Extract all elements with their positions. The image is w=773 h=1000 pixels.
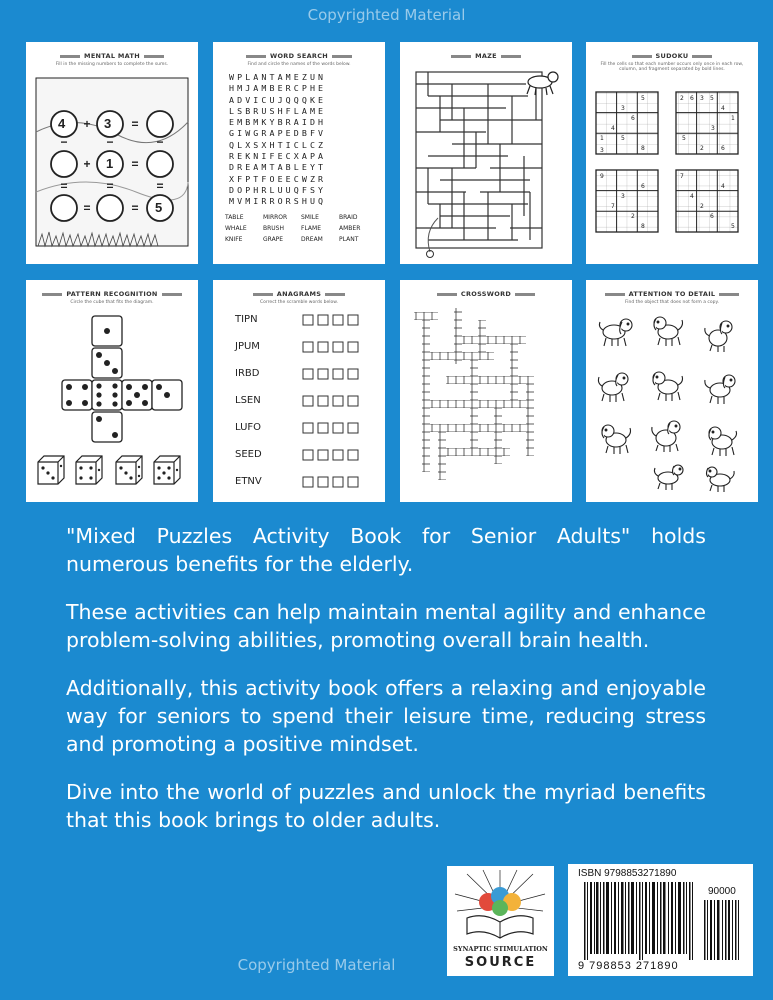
svg-text:=: = (131, 117, 139, 131)
anagram-word: LSEN (235, 395, 261, 406)
word-search-word: KNIFE (225, 236, 243, 243)
sudoku-card (586, 42, 758, 264)
svg-text:5: 5 (710, 95, 714, 102)
word-search-word: GRAPE (263, 236, 284, 243)
svg-text:7: 7 (680, 173, 684, 180)
description-paragraph: Dive into the world of puzzles and unlock the myriad benefits that this book brings to older adults. (66, 780, 706, 832)
svg-text:4: 4 (611, 125, 615, 132)
svg-text:9: 9 (600, 173, 604, 180)
mental-math-number-3: 1 (106, 156, 114, 171)
barcode-digits: 9 798853 271890 (578, 960, 679, 972)
description-paragraph: These activities can help maintain mental agility and enhance problem-solving abilities, promoting overall brain health. (66, 600, 706, 652)
svg-text:5: 5 (682, 135, 686, 142)
attention-to-detail-instruction: Find the object that does not form a copy. (625, 300, 719, 305)
word-search-word-list (225, 214, 375, 243)
watermark-bottom: Copyrighted Material (237, 956, 396, 974)
word-search-word: WHALE (225, 225, 247, 232)
svg-text:−: − (106, 135, 114, 149)
word-search-card (213, 42, 385, 264)
mental-math-title: MENTAL MATH (26, 52, 198, 60)
svg-text:2: 2 (631, 213, 635, 220)
word-search-row: GIWGRAPEDBFV (229, 128, 327, 139)
svg-text:3: 3 (711, 125, 715, 132)
svg-text:=: = (106, 179, 114, 193)
anagram-answer-boxes (213, 280, 385, 502)
mental-math-card (26, 42, 198, 264)
word-search-word: SMILE (301, 214, 319, 221)
svg-text:6: 6 (710, 213, 714, 220)
crossword-grid (400, 280, 572, 502)
svg-text:=: = (156, 179, 164, 193)
svg-text:5: 5 (731, 223, 735, 230)
word-search-word: BRUSH (263, 225, 284, 232)
svg-text:−: − (60, 135, 68, 149)
anagrams-card (213, 280, 385, 502)
logo-line-2: SOURCE (464, 955, 537, 970)
description-paragraph: "Mixed Puzzles Activity Book for Senior Adults" holds numerous benefits for the elderly. (66, 524, 706, 576)
dog-illustrations (586, 280, 758, 502)
svg-text:3: 3 (600, 147, 604, 154)
anagram-word: LUFO (235, 422, 262, 433)
word-search-word: PLANT (339, 236, 359, 243)
maze-title: MAZE (400, 52, 572, 60)
attention-to-detail-card (586, 280, 758, 502)
word-search-row: REKNIFECXAPA (229, 151, 327, 162)
word-search-word: BRAID (339, 214, 358, 221)
svg-text:1: 1 (600, 135, 604, 142)
svg-text:6: 6 (641, 183, 645, 190)
word-search-grid (229, 72, 326, 208)
book-description (66, 522, 706, 854)
anagram-word: ETNV (235, 476, 262, 487)
svg-text:4: 4 (721, 105, 725, 112)
svg-text:6: 6 (631, 115, 635, 122)
svg-text:3: 3 (621, 105, 625, 112)
svg-text:4: 4 (721, 183, 725, 190)
pattern-recognition-card (26, 280, 198, 502)
word-search-word: DREAM (301, 236, 323, 243)
svg-text:1: 1 (731, 115, 735, 122)
pattern-recognition-instruction: Circle the cube that fits the diagram. (70, 300, 154, 305)
mental-math-number-2: 3 (104, 116, 112, 131)
sudoku-grids (586, 42, 758, 264)
mental-math-illustration (26, 42, 198, 264)
pattern-recognition-title: PATTERN RECOGNITION (26, 290, 198, 298)
svg-text:4: 4 (690, 193, 694, 200)
word-search-word: AMBER (339, 225, 361, 232)
crossword-title: CROSSWORD (400, 290, 572, 298)
anagrams-title: ANAGRAMS (213, 290, 385, 298)
svg-text:3: 3 (700, 95, 704, 102)
watermark-top: Copyrighted Material (307, 6, 466, 24)
svg-text:2: 2 (680, 95, 684, 102)
word-search-word: MIRROR (263, 214, 288, 221)
word-search-row: HMJAMBERCPHE (229, 83, 327, 94)
anagram-word: TIPN (235, 314, 258, 325)
svg-text:2: 2 (700, 203, 704, 210)
word-search-row: EMBMKYBRAIDH (229, 117, 327, 128)
svg-text:3: 3 (621, 193, 625, 200)
svg-text:8: 8 (641, 223, 645, 230)
word-search-word: FLAME (301, 225, 322, 232)
svg-text:6: 6 (721, 145, 725, 152)
maze-illustration (400, 42, 572, 264)
logo-line-1: SYNAPTIC STIMULATION (453, 945, 548, 953)
word-search-word: TABLE (225, 214, 244, 221)
crossword-card (400, 280, 572, 502)
description-paragraph: Additionally, this activity book offers a relaxing and enjoyable way for seniors to spend their leisure time, reducing stress and promoting a positive mindset. (66, 676, 706, 756)
svg-text:6: 6 (690, 95, 694, 102)
svg-text:5: 5 (641, 95, 645, 102)
svg-text:+: + (83, 157, 91, 171)
sudoku-instruction: Fill the cells so that each number occurs only once in each row, column, and fragment separated by bold lines. (600, 62, 744, 72)
svg-text:+: + (83, 117, 91, 131)
word-search-row: DREAMTABLEYT (229, 162, 327, 173)
mental-math-number-4: 5 (155, 200, 163, 215)
anagrams-instruction: Correct the scramble words below. (260, 300, 338, 305)
word-search-instruction: Find and circle the names of the words below. (247, 62, 351, 67)
word-search-row: QLXSXHTICLCZ (229, 139, 327, 150)
word-search-row: LSBRUSHFLAME (229, 105, 327, 116)
anagram-word: IRBD (235, 368, 260, 379)
price-code: 90000 (708, 886, 736, 897)
word-search-row: XFPTFOEECWZR (229, 173, 327, 184)
svg-text:2: 2 (700, 145, 704, 152)
anagram-word: SEED (235, 449, 262, 460)
svg-text:=: = (131, 157, 139, 171)
svg-text:5: 5 (621, 135, 625, 142)
svg-text:8: 8 (641, 145, 645, 152)
maze-card (400, 42, 572, 264)
word-search-row: MVMIRRORSHUQ (229, 196, 327, 207)
svg-text:7: 7 (611, 203, 615, 210)
dice-net-diagram (26, 280, 198, 502)
attention-to-detail-title: ATTENTION TO DETAIL (586, 290, 758, 298)
svg-text:=: = (131, 201, 139, 215)
svg-text:=: = (83, 201, 91, 215)
isbn-label: ISBN 9798853271890 (578, 868, 677, 879)
word-search-row: DOPHRLUUQFSY (229, 184, 327, 195)
word-search-row: ADVICUJQQQKE (229, 94, 327, 105)
mental-math-instruction: Fill in the missing numbers to complete the sums. (55, 62, 169, 67)
brain-book-icon (447, 866, 554, 946)
svg-text:=: = (60, 179, 68, 193)
mental-math-number-1: 4 (58, 116, 66, 131)
word-search-title: WORD SEARCH (213, 52, 385, 60)
svg-text:−: − (156, 135, 164, 149)
word-search-row: WPLANTAMEZUN (229, 72, 327, 82)
sudoku-title: SUDOKU (586, 52, 758, 60)
anagram-word: JPUM (235, 341, 260, 352)
